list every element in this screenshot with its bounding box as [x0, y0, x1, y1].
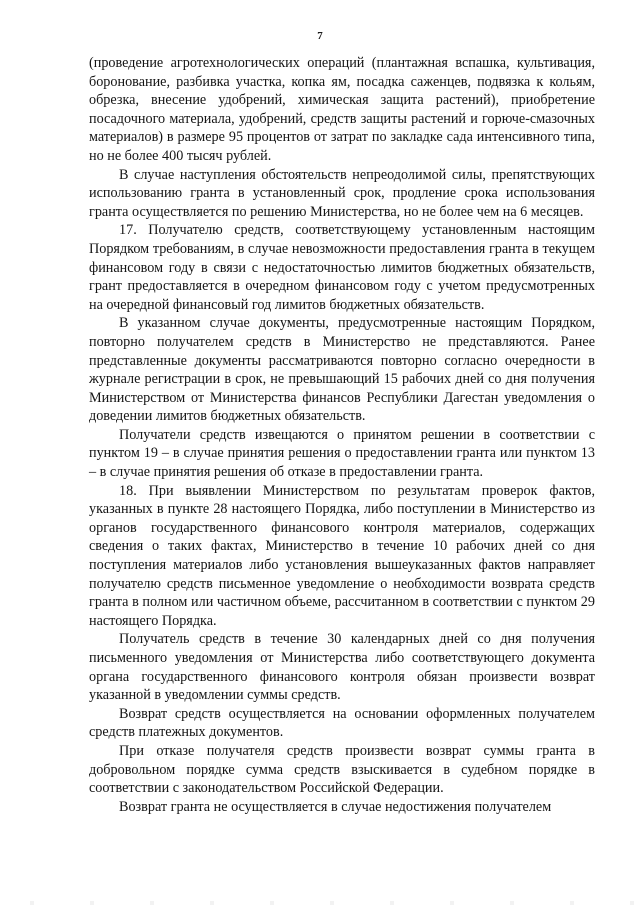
paragraph-continuation: (проведение агротехнологических операций (плантажная вспашка, культивация, боронование, разбивка участка, копка ям, посадка саженцев, подвязка к кольям, обрезка, внесение удобрений, химическая защита растений), приобретение посадочного материала, удобрений, средств защиты растений и горюче-смазочных материалов) в размере 95 процентов от затрат по закладке сада интенсивного типа, но не более 400 тысяч рублей.	[89, 55, 595, 164]
paragraph-force-majeure: В случае наступления обстоятельств непреодолимой силы, препятствующих использованию гранта в установленный срок, продление срока использования гранта осуществляется по решению Министерства, но не более чем на 6 месяцев.	[89, 166, 595, 220]
document-body	[89, 54, 595, 816]
paragraph-17-notification: Получатели средств извещаются о принятом решении в соответствии с пунктом 19 – в случае принятия решения о предоставлении гранта или пунктом 13 – в случае принятия решения об отказе в предоставлении гранта.	[89, 426, 595, 481]
paragraph-18-return-term: Получатель средств в течение 30 календарных дней со дня получения письменного уведомления от Министерства либо соответствующего документа органа государственного финансового контроля обязан произвести возврат указанной в уведомлении суммы средств.	[89, 631, 595, 704]
paragraph-18-return-basis: Возврат средств осуществляется на основании оформленных получателем средств платежных документов.	[89, 705, 595, 741]
page-number: 7	[317, 30, 323, 42]
paragraph-18-no-return: Возврат гранта не осуществляется в случае недостижения получателем	[119, 798, 552, 815]
paragraph-17: 17. Получателю средств, соответствующему установленным настоящим Порядком требованиям, в случае невозможности предоставления гранта в текущем финансовом году в связи с недостаточностью лимитов бюджетных обязательств, грант предоставляется в очередном финансовом году с учетом предусмотренных на очередной финансовый год лимитов бюджетных обязательств.	[89, 222, 595, 313]
paragraph-18: 18. При выявлении Министерством по результатам проверок фактов, указанных в пункте 28 настоящего Порядка, либо поступлении в Министерство из органов государственного финансового контроля материалов, содержащих сведения о таких фактах, Министерство в течение 10 рабочих дней со дня поступления материалов либо установления вышеуказанных фактов направляет получателю средств письменное уведомление о необходимости возврата средств гранта в полном или частичном объеме, рассчитанном в соответствии с пунктом 29 настоящего Порядка.	[89, 482, 595, 629]
paragraph-17-documents: В указанном случае документы, предусмотренные настоящим Порядком, повторно получателем средств в Министерство не представляются. Ранее представленные документы рассматриваются повторно согласно очередности в журнале регистрации в срок, не превышающий 15 рабочих дней со дня получения Министерством от Министерства финансов Республики Дагестан уведомления о доведении лимитов бюджетных обязательств.	[89, 315, 595, 425]
paragraph-18-court: При отказе получателя средств произвести возврат суммы гранта в добровольном порядке сумма средств взыскивается в судебном порядке в соответствии с законодательством Российской Федерации.	[89, 742, 595, 797]
scan-edge	[0, 901, 640, 905]
